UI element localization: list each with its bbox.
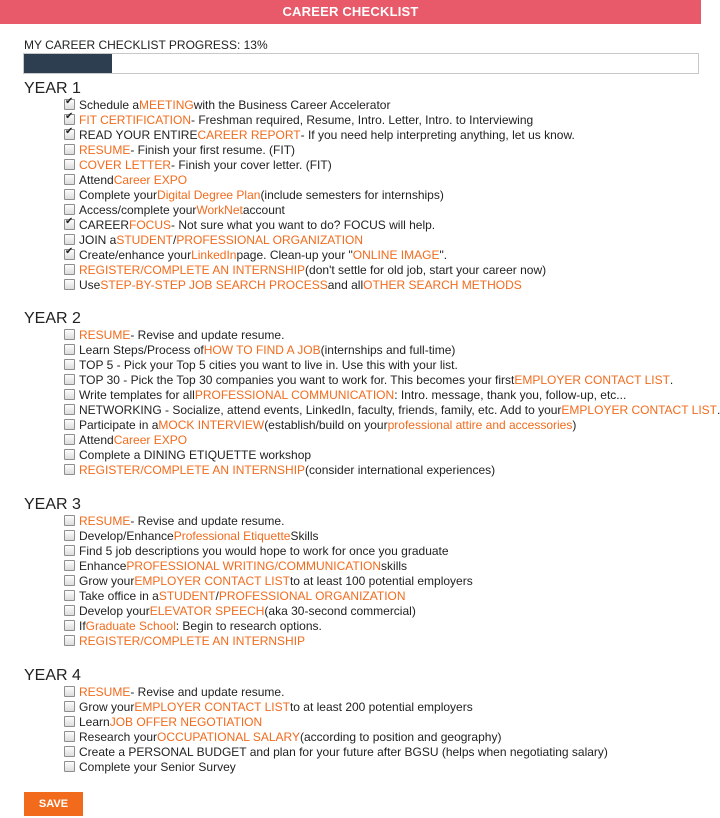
- checklist-item: [64, 202, 575, 217]
- checklist-item: [64, 573, 473, 588]
- checkbox[interactable]: [64, 419, 75, 430]
- checkbox[interactable]: [64, 701, 75, 712]
- checklist-item: [64, 372, 720, 387]
- checkbox[interactable]: [64, 404, 75, 415]
- task-text: Develop your: [79, 603, 150, 618]
- task-text: Write templates for all: [79, 387, 195, 402]
- checklist-item: [64, 387, 720, 402]
- task-text: (according to position and geography): [299, 729, 502, 744]
- checklist-item: [64, 417, 720, 432]
- task-text: Complete a DINING ETIQUETTE workshop: [79, 447, 312, 462]
- checkbox[interactable]: [64, 389, 75, 400]
- checkbox[interactable]: [64, 530, 75, 541]
- checkbox[interactable]: [64, 761, 75, 772]
- task-text: (aka 30-second commercial): [264, 603, 416, 618]
- task-link[interactable]: RESUME: [79, 684, 131, 699]
- task-text: with the Business Career Accelerator: [193, 97, 391, 112]
- task-text: (internships and full-time): [320, 342, 456, 357]
- task-text: Complete your: [79, 187, 158, 202]
- task-link[interactable]: STEP-BY-STEP JOB SEARCH PROCESS: [100, 277, 328, 292]
- task-text: /: [173, 232, 177, 247]
- task-link[interactable]: Graduate School: [85, 618, 176, 633]
- task-text: (establish/build on your: [264, 417, 388, 432]
- checklist-item: [64, 432, 720, 447]
- task-text: and all: [327, 277, 364, 292]
- checklist-item: [64, 112, 575, 127]
- checklist-item: [64, 714, 608, 729]
- task-link[interactable]: Digital Degree Plan: [157, 187, 261, 202]
- year-4-heading: YEAR 4: [24, 667, 81, 684]
- checkbox[interactable]: [64, 359, 75, 370]
- checkbox[interactable]: [64, 464, 75, 475]
- task-link[interactable]: ELEVATOR SPEECH: [149, 603, 265, 618]
- task-text: Learn Steps/Process of: [79, 342, 204, 357]
- task-text: - Revise and update resume.: [130, 513, 285, 528]
- task-text: TOP 30 - Pick the Top 30 companies you want to work for. This becomes your first: [79, 372, 515, 387]
- year-2-heading: YEAR 2: [24, 310, 81, 327]
- checklist-item: [64, 513, 473, 528]
- task-link[interactable]: MEETING: [139, 97, 194, 112]
- checkbox[interactable]: [64, 560, 75, 571]
- checklist-item: [64, 327, 720, 342]
- task-link[interactable]: Professional Etiquette: [173, 528, 291, 543]
- task-link[interactable]: CAREER REPORT: [197, 127, 301, 142]
- checklist-item: [64, 684, 608, 699]
- year-2-task-list: [64, 327, 720, 477]
- checkbox-checked[interactable]: [64, 99, 75, 110]
- checkbox[interactable]: [64, 449, 75, 460]
- task-text: skills: [381, 558, 408, 573]
- task-text: - Finish your first resume. (FIT): [130, 142, 296, 157]
- task-text: Enhance: [79, 558, 127, 573]
- checklist-item: [64, 462, 720, 477]
- task-link[interactable]: EMPLOYER CONTACT LIST: [134, 573, 290, 588]
- task-link[interactable]: OTHER SEARCH METHODS: [363, 277, 522, 292]
- task-text: (don't settle for old job, start your career now): [305, 262, 547, 277]
- checklist-item: [64, 528, 473, 543]
- task-link[interactable]: RESUME: [79, 142, 131, 157]
- year-3-task-list: [64, 513, 473, 648]
- checklist-item: [64, 543, 473, 558]
- task-text: account: [242, 202, 285, 217]
- task-text: - Freshman required, Resume, Intro. Letter, Intro. to Interviewing: [191, 112, 534, 127]
- task-text: Create/enhance your: [79, 247, 192, 262]
- checkbox[interactable]: [64, 159, 75, 170]
- year-1-task-list: [64, 97, 575, 292]
- checklist-item: [64, 277, 575, 292]
- task-text: Participate in a: [79, 417, 159, 432]
- task-text: (consider international experiences): [305, 462, 496, 477]
- task-text: Grow your: [79, 573, 135, 588]
- task-text: - Finish your cover letter. (FIT): [171, 157, 332, 172]
- task-link[interactable]: REGISTER/COMPLETE AN INTERNSHIP: [79, 462, 306, 477]
- checkbox-checked[interactable]: [64, 114, 75, 125]
- checklist-item: [64, 588, 473, 603]
- task-text: Schedule a: [79, 97, 140, 112]
- task-text: Complete your Senior Survey: [79, 759, 236, 774]
- checkbox[interactable]: [64, 746, 75, 757]
- task-link[interactable]: FIT CERTIFICATION: [79, 112, 192, 127]
- checklist-item: [64, 633, 473, 648]
- task-link[interactable]: COVER LETTER: [79, 157, 172, 172]
- checkbox[interactable]: [64, 329, 75, 340]
- checklist-item: [64, 699, 608, 714]
- task-text: .: [669, 372, 674, 387]
- task-text: /: [215, 588, 219, 603]
- task-link[interactable]: EMPLOYER CONTACT LIST: [514, 372, 670, 387]
- year-4-task-list: [64, 684, 608, 774]
- task-link[interactable]: REGISTER/COMPLETE AN INTERNSHIP: [79, 633, 306, 648]
- save-button[interactable]: SAVE: [24, 792, 83, 816]
- task-text: ): [572, 417, 577, 432]
- task-text: READ YOUR ENTIRE: [79, 127, 198, 142]
- task-text: Attend: [79, 432, 114, 447]
- checklist-item: [64, 217, 575, 232]
- progress-bar: [23, 53, 699, 74]
- checklist-item: [64, 247, 575, 262]
- checkbox[interactable]: [64, 189, 75, 200]
- checklist-item: [64, 142, 575, 157]
- checkbox[interactable]: [64, 620, 75, 631]
- checkbox[interactable]: [64, 635, 75, 646]
- progress-label: MY CAREER CHECKLIST PROGRESS: 13%: [24, 38, 268, 52]
- task-link[interactable]: JOB OFFER NEGOTIATION: [109, 714, 263, 729]
- checklist-item: [64, 97, 575, 112]
- task-link[interactable]: EMPLOYER CONTACT LIST: [134, 699, 290, 714]
- task-link[interactable]: OCCUPATIONAL SALARY: [157, 729, 300, 744]
- task-link[interactable]: LinkedIn: [191, 247, 237, 262]
- checkbox[interactable]: [64, 545, 75, 556]
- task-link[interactable]: MOCK INTERVIEW: [158, 417, 265, 432]
- checklist-item: [64, 402, 720, 417]
- checklist-item: [64, 172, 575, 187]
- checklist-item: [64, 342, 720, 357]
- checkbox[interactable]: [64, 279, 75, 290]
- task-text: Create a PERSONAL BUDGET and plan for your future after BGSU (helps when negotiating salary): [79, 744, 608, 759]
- task-link[interactable]: STUDENT: [116, 232, 174, 247]
- task-link[interactable]: RESUME: [79, 327, 131, 342]
- task-text: Grow your: [79, 699, 135, 714]
- task-text: Learn: [79, 714, 110, 729]
- task-text: Take office in a: [79, 588, 159, 603]
- checkbox[interactable]: [64, 731, 75, 742]
- page-header: [0, 0, 701, 24]
- task-text: page. Clean-up your ": [236, 247, 353, 262]
- checklist-item: [64, 558, 473, 573]
- checklist-item: [64, 157, 575, 172]
- checkbox[interactable]: [64, 264, 75, 275]
- task-text: (include semesters for internships): [260, 187, 444, 202]
- checkbox[interactable]: [64, 204, 75, 215]
- checkbox[interactable]: [64, 374, 75, 385]
- checkbox[interactable]: [64, 174, 75, 185]
- task-text: Attend: [79, 172, 114, 187]
- task-text: - If you need help interpreting anything, let us know.: [300, 127, 575, 142]
- task-link[interactable]: professional attire and accessories: [387, 417, 573, 432]
- task-text: - Revise and update resume.: [130, 684, 285, 699]
- task-link[interactable]: RESUME: [79, 513, 131, 528]
- task-text: - Not sure what you want to do? FOCUS will help.: [171, 217, 436, 232]
- task-link[interactable]: STUDENT: [158, 588, 216, 603]
- task-link[interactable]: Career EXPO: [113, 172, 188, 187]
- checklist-item: [64, 232, 575, 247]
- task-text: - Revise and update resume.: [130, 327, 285, 342]
- task-text: CAREER: [79, 217, 130, 232]
- checklist-item: [64, 759, 608, 774]
- checkbox-checked[interactable]: [64, 249, 75, 260]
- year-1-heading: YEAR 1: [24, 80, 81, 97]
- task-text: Develop/Enhance: [79, 528, 174, 543]
- task-link[interactable]: Career EXPO: [113, 432, 188, 447]
- task-link[interactable]: EMPLOYER CONTACT LIST: [561, 402, 718, 417]
- task-link[interactable]: ONLINE IMAGE: [352, 247, 440, 262]
- task-text: Find 5 job descriptions you would hope to work for once you graduate: [79, 543, 449, 558]
- checkbox[interactable]: [64, 605, 75, 616]
- checkbox-checked[interactable]: [64, 219, 75, 230]
- checklist-item: [64, 729, 608, 744]
- task-link[interactable]: PROFESSIONAL WRITING/COMMUNICATION: [126, 558, 382, 573]
- checkbox[interactable]: [64, 686, 75, 697]
- task-link[interactable]: WorkNet: [196, 202, 243, 217]
- task-text: : Begin to research options.: [175, 618, 322, 633]
- checklist-item: [64, 744, 608, 759]
- task-link[interactable]: PROFESSIONAL ORGANIZATION: [176, 232, 364, 247]
- checkbox[interactable]: [64, 344, 75, 355]
- checkbox[interactable]: [64, 575, 75, 586]
- task-text: TOP 5 - Pick your Top 5 cities you want to live in. Use this with your list.: [79, 357, 458, 372]
- checkbox[interactable]: [64, 144, 75, 155]
- checkbox[interactable]: [64, 716, 75, 727]
- checklist-item: [64, 127, 575, 142]
- task-text: Research your: [79, 729, 158, 744]
- checkbox[interactable]: [64, 234, 75, 245]
- task-text: to at least 100 potential employers: [289, 573, 473, 588]
- year-3-heading: YEAR 3: [24, 496, 81, 513]
- task-text: Skills: [290, 528, 319, 543]
- checklist-item: [64, 357, 720, 372]
- progress-bar-fill: [24, 54, 112, 73]
- task-text: to at least 200 potential employers: [289, 699, 473, 714]
- task-text: NETWORKING - Socialize, attend events, LinkedIn, faculty, friends, family, etc. Add to your: [79, 402, 562, 417]
- checkbox[interactable]: [64, 434, 75, 445]
- task-text: If: [79, 618, 86, 633]
- checklist-item: [64, 447, 720, 462]
- checkbox-checked[interactable]: [64, 129, 75, 140]
- checklist-item: [64, 187, 575, 202]
- task-link[interactable]: FOCUS: [129, 217, 172, 232]
- page-title: CAREER CHECKLIST: [282, 4, 419, 19]
- task-text: : Intro. message, thank you, follow-up, etc...: [394, 387, 627, 402]
- task-text: Access/complete your: [79, 202, 197, 217]
- task-text: Use: [79, 277, 101, 292]
- task-link[interactable]: PROFESSIONAL ORGANIZATION: [218, 588, 406, 603]
- task-text: ".: [439, 247, 448, 262]
- task-link[interactable]: REGISTER/COMPLETE AN INTERNSHIP: [79, 262, 306, 277]
- checklist-item: [64, 262, 575, 277]
- task-text: JOIN a: [79, 232, 117, 247]
- task-link[interactable]: PROFESSIONAL COMMUNICATION: [194, 387, 395, 402]
- checkbox[interactable]: [64, 590, 75, 601]
- checklist-item: [64, 603, 473, 618]
- checklist-item: [64, 618, 473, 633]
- task-link[interactable]: HOW TO FIND A JOB: [203, 342, 321, 357]
- checkbox[interactable]: [64, 515, 75, 526]
